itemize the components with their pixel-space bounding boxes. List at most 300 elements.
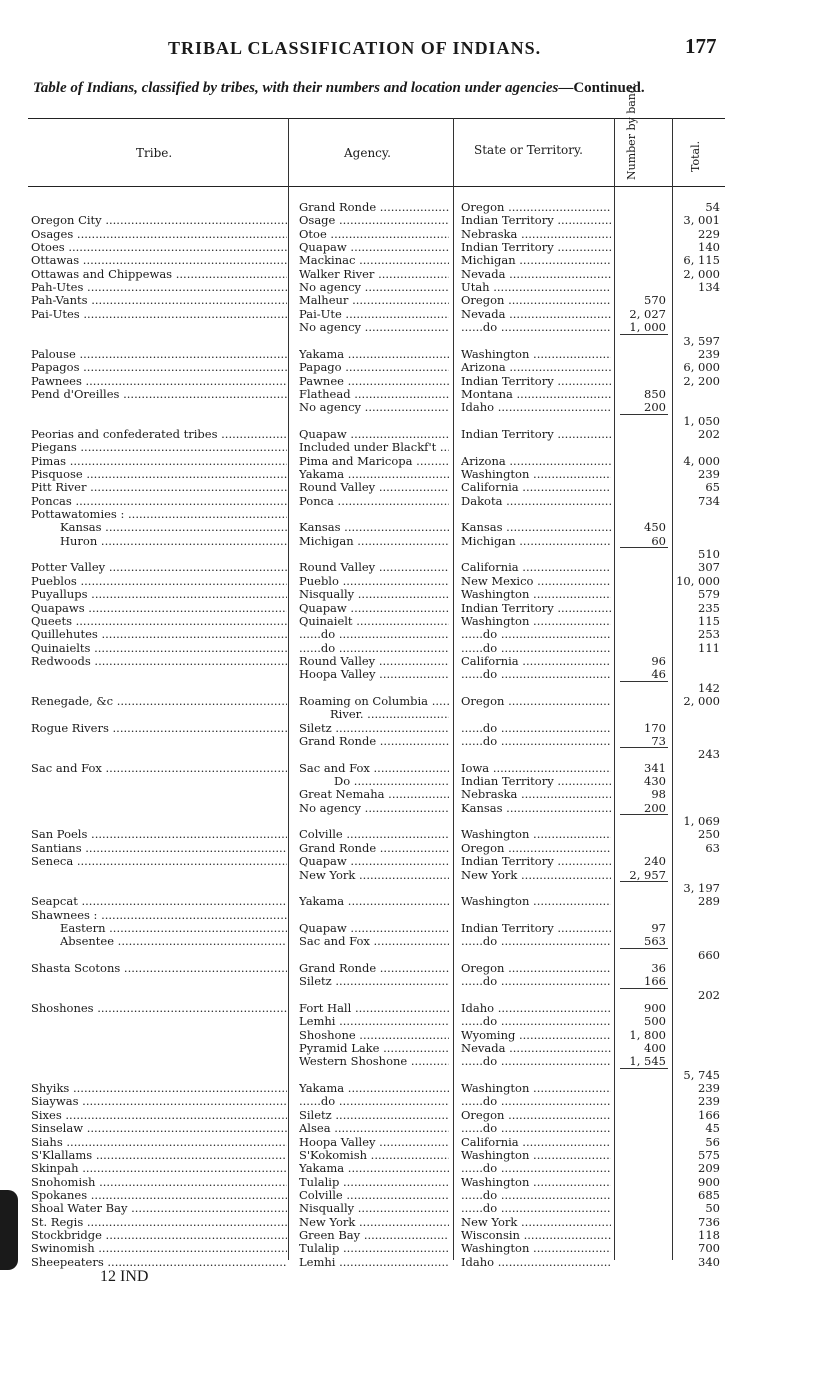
table-row [0,1242,817,1255]
running-head [0,34,817,64]
agency-cell: ......do ..... [299,1095,449,1108]
caption-italic: Table of Indians, classified by tribes, with their numbers and location under agencies [33,80,559,96]
agency-cell: Grand Ronde ..... [299,735,449,748]
table-row [0,1136,817,1149]
tribe-cell: Osages ..... [31,228,287,241]
agency-cell: Colville ..... [299,1189,449,1202]
agency-cell: Quapaw ..... [299,855,449,868]
band-cell: 900 [644,1002,666,1015]
total-cell: 56 [705,1135,720,1149]
state-cell: Idaho ..... [461,1002,611,1015]
tribe-cell: Shyiks ..... [31,1082,287,1095]
state-cell: Wyoming ..... [461,1029,611,1042]
table-row [0,989,817,1002]
table-row [0,922,817,935]
state-cell: Washington ..... [461,588,611,601]
total-cell: 142 [698,681,720,695]
state-cell: ......do ..... [461,935,611,948]
band-cell: 1, 800 [629,1028,666,1042]
agency-cell: Round Valley ..... [299,481,449,494]
table-row [0,441,817,454]
tribe-cell: Pisquose ..... [31,468,287,481]
total-cell: 45 [705,1122,720,1136]
total-cell: 289 [698,895,720,909]
tribe-cell: Stockbridge ..... [31,1229,287,1242]
band-cell: 450 [644,521,666,535]
agency-cell: Osage ..... [299,214,449,227]
agency-cell: Sac and Fox ..... [299,935,449,948]
band-cell: 46 [651,668,666,682]
band-cell: 98 [651,788,666,802]
table-row [0,642,817,655]
agency-cell: Included under Blackf't ..... [299,441,449,454]
agency-cell: Do ..... [334,775,449,788]
tribe-cell: Seapcat ..... [31,895,287,908]
total-cell: 510 [698,548,720,562]
state-cell: Washington ..... [461,1242,611,1255]
agency-cell: Fort Hall ..... [299,1002,449,1015]
table-row [0,1069,817,1082]
table-row [0,548,817,561]
header-band: Number by band. [625,82,638,180]
agency-cell: Quapaw ..... [299,241,449,254]
state-cell: ......do ..... [461,668,611,681]
total-cell: 6, 000 [683,361,720,375]
agency-cell: Yakama ..... [299,895,449,908]
tribe-cell: Kansas ..... [60,521,287,534]
total-cell: 239 [698,347,720,361]
tribe-cell: Huron ..... [60,535,287,548]
table-row [0,241,817,254]
agency-cell: New York ..... [299,869,449,882]
tribe-cell: Quillehutes ..... [31,628,287,641]
total-cell: 65 [705,481,720,495]
state-cell: ......do ..... [461,1202,611,1215]
agency-cell: Quapaw ..... [299,428,449,441]
table-row [0,1176,817,1189]
table-row [0,428,817,441]
state-cell: Iowa ..... [461,762,611,775]
state-cell: California ..... [461,481,611,494]
state-cell: ......do ..... [461,1055,611,1068]
tribe-cell: St. Regis ..... [31,1216,287,1229]
table-top-rule [28,118,725,119]
page-title: TRIBAL CLASSIFICATION OF INDIANS. [168,38,542,58]
agency-cell: ......do ..... [299,642,449,655]
agency-cell: Flathead ..... [299,388,449,401]
table-row [0,388,817,401]
tribe-cell: Sixes ..... [31,1109,287,1122]
total-cell: 10, 000 [676,574,720,588]
tribe-cell: Puyallups ..... [31,588,287,601]
agency-cell: Hoopa Valley ..... [299,668,449,681]
table-row [0,1202,817,1215]
table-row [0,842,817,855]
state-cell: Indian Territory ..... [461,602,611,615]
total-cell: 243 [698,748,720,762]
tribe-cell: Pottawatomies : ..... [31,508,287,521]
table-row [0,348,817,361]
state-cell: Oregon ..... [461,962,611,975]
band-cell: 200 [644,401,666,415]
state-cell: Washington ..... [461,615,611,628]
agency-cell: S'Kokomish ..... [299,1149,449,1162]
agency-cell: Hoopa Valley ..... [299,1136,449,1149]
header-agency: Agency. [344,146,391,160]
agency-cell: Quapaw ..... [299,602,449,615]
band-cell: 96 [651,654,666,668]
tribe-cell: Redwoods ..... [31,655,287,668]
agency-cell: Mackinac ..... [299,254,449,267]
page-damage [0,1190,18,1270]
agency-cell: Papago ..... [299,361,449,374]
band-cell: 2, 957 [629,868,666,882]
agency-cell: Nisqually ..... [299,588,449,601]
agency-cell: Grand Ronde ..... [299,842,449,855]
header-total: Total. [689,140,702,172]
header-tribe: Tribe. [136,146,173,160]
band-cell: 1, 545 [629,1055,666,1069]
band-cell: 36 [651,961,666,975]
band-cell: 240 [644,855,666,869]
tribe-cell: Swinomish ..... [31,1242,287,1255]
table-row [0,682,817,695]
total-cell: 202 [698,988,720,1002]
table-row [0,254,817,267]
total-cell: 239 [698,468,720,481]
agency-cell: Pai-Ute ..... [299,308,449,321]
table-row [0,762,817,775]
total-cell: 166 [698,1108,720,1122]
state-cell: New Mexico ..... [461,575,611,588]
tribe-cell: Peorias and confederated tribes ..... [31,428,287,441]
total-cell: 3, 001 [683,214,720,228]
agency-cell: Siletz ..... [299,975,449,988]
total-cell: 3, 197 [683,881,720,895]
tribe-cell: Pueblos ..... [31,575,287,588]
table-row [0,468,817,481]
agency-cell: Otoe ..... [299,228,449,241]
tribe-cell: Pend d'Oreilles ..... [31,388,287,401]
agency-cell: Pueblo ..... [299,575,449,588]
total-cell: 250 [698,828,720,842]
tribe-cell: Papagos ..... [31,361,287,374]
state-cell: Indian Territory ..... [461,428,611,441]
band-cell: 400 [644,1042,666,1056]
state-cell: Oregon ..... [461,842,611,855]
agency-cell: No agency ..... [299,802,449,815]
tribe-cell: Potter Valley ..... [31,561,287,574]
total-cell: 118 [698,1228,720,1242]
tribe-cell: Pah-Utes ..... [31,281,287,294]
table-row [0,975,817,988]
tribe-cell: Skinpah ..... [31,1162,287,1175]
table-row [0,748,817,761]
table-row [0,228,817,241]
state-cell: Nevada ..... [461,308,611,321]
state-cell: New York ..... [461,869,611,882]
total-cell: 734 [698,494,720,508]
state-cell: Kansas ..... [461,521,611,534]
band-cell: 341 [644,761,666,775]
state-cell: Washington ..... [461,895,611,908]
total-cell: 63 [705,841,720,855]
band-cell: 166 [644,975,666,989]
state-cell: Washington ..... [461,348,611,361]
table-row [0,1082,817,1095]
total-cell: 50 [705,1202,720,1216]
total-cell: 900 [698,1175,720,1189]
table-row [0,895,817,908]
total-cell: 736 [698,1215,720,1229]
caption-continued: —Continued. [558,80,645,96]
total-cell: 209 [698,1162,720,1176]
table-row [0,1149,817,1162]
total-cell: 1, 050 [683,414,720,428]
total-cell: 579 [698,588,720,602]
state-cell: Utah ..... [461,281,611,294]
table-row [0,561,817,574]
total-cell: 700 [698,1242,720,1256]
table-row [0,1109,817,1122]
tribe-cell: Absentee ..... [60,935,287,948]
table-row [0,909,817,922]
total-cell: 340 [698,1255,720,1269]
total-cell: 229 [698,227,720,241]
tribe-cell: Otoes ..... [31,241,287,254]
table-row [0,1042,817,1055]
agency-cell: Siletz ..... [299,722,449,735]
total-cell: 134 [698,281,720,295]
agency-cell: Green Bay ..... [299,1229,449,1242]
state-cell: Oregon ..... [461,1109,611,1122]
tribe-cell: Eastern ..... [60,922,287,935]
agency-cell: Siletz ..... [299,1109,449,1122]
total-cell: 660 [698,948,720,962]
table-row [0,214,817,227]
band-cell: 563 [644,935,666,949]
state-cell: ......do ..... [461,1189,611,1202]
band-cell: 500 [644,1015,666,1029]
tribe-cell: Spokanes ..... [31,1189,287,1202]
agency-cell: No agency ..... [299,401,449,414]
table-row [0,615,817,628]
agency-cell: Great Nemaha ..... [299,788,449,801]
state-cell: Arizona ..... [461,455,611,468]
state-cell: Kansas ..... [461,802,611,815]
agency-cell: No agency ..... [299,321,449,334]
tribe-cell: Pimas ..... [31,455,287,468]
tribe-cell: Pitt River ..... [31,481,287,494]
tribe-cell: Shasta Scotons ..... [31,962,287,975]
tribe-cell: Quinaielts ..... [31,642,287,655]
tribe-cell: Oregon City ..... [31,214,287,227]
state-cell: ......do ..... [461,642,611,655]
state-cell: ......do ..... [461,1122,611,1135]
total-cell: 685 [698,1188,720,1202]
table-row [0,962,817,975]
band-cell: 570 [644,294,666,308]
table-row [0,1189,817,1202]
signature-mark: 12 IND [100,1268,149,1285]
state-cell: ......do ..... [461,1162,611,1175]
tribe-cell: Piegans ..... [31,441,287,454]
total-cell: 54 [705,201,720,214]
state-cell: Washington ..... [461,468,611,481]
band-cell: 2, 027 [629,307,666,321]
agency-cell: Tulalip ..... [299,1176,449,1189]
agency-cell: New York ..... [299,1216,449,1229]
table-row [0,201,817,214]
tribe-cell: S'Klallams ..... [31,1149,287,1162]
agency-cell: Pawnee ..... [299,375,449,388]
total-cell: 2, 000 [683,694,720,708]
tribe-cell: Renegade, &c ..... [31,695,287,708]
state-cell: California ..... [461,655,611,668]
total-cell: 575 [698,1148,720,1162]
table-row [0,281,817,294]
table-row [0,321,817,334]
tribe-cell: Poncas ..... [31,495,287,508]
tribe-cell: Sheepeaters ..... [31,1256,287,1269]
total-cell: 6, 115 [683,254,720,268]
agency-cell: Round Valley ..... [299,561,449,574]
tribe-cell: Seneca ..... [31,855,287,868]
table-row [0,788,817,801]
table-row [0,375,817,388]
tribe-cell: Pah-Vants ..... [31,294,287,307]
agency-cell: Yakama ..... [299,1162,449,1175]
table-row [0,949,817,962]
table-row [0,268,817,281]
tribe-cell: Santians ..... [31,842,287,855]
table-row [0,1162,817,1175]
state-cell: Montana ..... [461,388,611,401]
band-cell: 60 [651,534,666,548]
total-cell: 235 [698,601,720,615]
table-row [0,1055,817,1068]
table-row [0,722,817,735]
state-cell: Nevada ..... [461,1042,611,1055]
agency-cell: Pima and Maricopa ..... [299,455,449,468]
total-cell: 5, 745 [683,1068,720,1082]
agency-cell: Lemhi ..... [299,1015,449,1028]
total-cell: 307 [698,561,720,575]
state-cell: ......do ..... [461,628,611,641]
table-row [0,735,817,748]
page-number: 177 [685,34,717,58]
tribe-cell: Shoshones ..... [31,1002,287,1015]
agency-cell: Walker River ..... [299,268,449,281]
table-row [0,602,817,615]
band-cell: 97 [651,921,666,935]
state-cell: Michigan ..... [461,535,611,548]
state-cell: ......do ..... [461,1015,611,1028]
tribe-cell: San Poels ..... [31,828,287,841]
table-row [0,775,817,788]
agency-cell: Nisqually ..... [299,1202,449,1215]
table-header-rule [28,186,725,187]
state-cell: Washington ..... [461,1082,611,1095]
state-cell: Wisconsin ..... [461,1229,611,1242]
state-cell: Dakota ..... [461,495,611,508]
table-row [0,415,817,428]
agency-cell: Quinaielt ..... [299,615,449,628]
table-row [0,628,817,641]
state-cell: Washington ..... [461,1149,611,1162]
state-cell: ......do ..... [461,735,611,748]
band-cell: 430 [644,775,666,789]
state-cell: California ..... [461,1136,611,1149]
table-row [0,1095,817,1108]
table-row [0,1216,817,1229]
state-cell: ......do ..... [461,975,611,988]
state-cell: Indian Territory ..... [461,855,611,868]
state-cell: Washington ..... [461,828,611,841]
tribe-cell: Pawnees ..... [31,375,287,388]
state-cell: Indian Territory ..... [461,241,611,254]
state-cell: Indian Territory ..... [461,775,611,788]
agency-cell: Michigan ..... [299,535,449,548]
total-cell: 1, 069 [683,815,720,829]
table-row [0,588,817,601]
table-caption [33,80,645,97]
state-cell: Nebraska ..... [461,228,611,241]
total-cell: 239 [698,1082,720,1096]
table-row [0,575,817,588]
tribe-cell: Sac and Fox ..... [31,762,287,775]
table-row [0,855,817,868]
table-row [0,1029,817,1042]
state-cell: ......do ..... [461,722,611,735]
state-cell: Arizona ..... [461,361,611,374]
agency-cell: Malheur ..... [299,294,449,307]
agency-cell: Yakama ..... [299,1082,449,1095]
table-row [0,655,817,668]
agency-cell: Round Valley ..... [299,655,449,668]
agency-cell: Shoshone ..... [299,1029,449,1042]
table-row [0,1256,817,1269]
tribe-cell: Quapaws ..... [31,602,287,615]
table-row [0,828,817,841]
total-cell: 115 [698,614,720,628]
table-row [0,508,817,521]
state-cell: Indian Territory ..... [461,375,611,388]
agency-cell: Colville ..... [299,828,449,841]
table-row [0,308,817,321]
band-cell: 850 [644,387,666,401]
table-row [0,802,817,815]
tribe-cell: Queets ..... [31,615,287,628]
state-cell: Oregon ..... [461,294,611,307]
band-cell: 1, 000 [629,321,666,335]
agency-cell: Roaming on Columbia ..... [299,695,449,708]
total-cell: 239 [698,1095,720,1109]
table-row [0,481,817,494]
table-row [0,882,817,895]
tribe-cell: Siahs ..... [31,1136,287,1149]
total-cell: 111 [698,641,720,655]
band-cell: 73 [651,735,666,748]
table-row [0,455,817,468]
tribe-cell: Palouse ..... [31,348,287,361]
total-cell: 4, 000 [683,454,720,468]
state-cell: Indian Territory ..... [461,922,611,935]
tribe-cell: Ottawas and Chippewas ..... [31,268,287,281]
table-row [0,935,817,948]
state-cell: California ..... [461,561,611,574]
table-row [0,1122,817,1135]
